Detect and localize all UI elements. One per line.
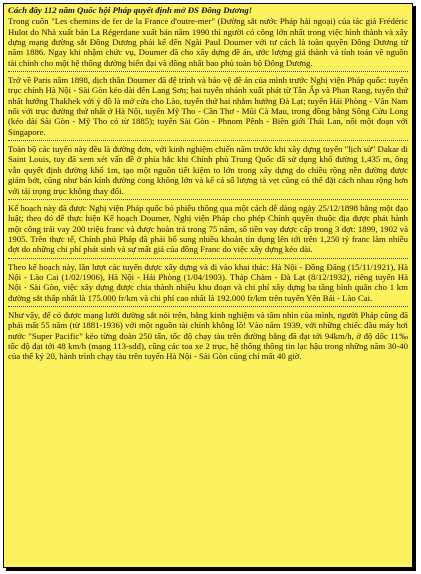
paragraph-6: Như vậy, để có được mạng lưới đường sắt nói trên, bằng kinh nghiệm và tầm nhìn của mình, người Pháp cũng đã phải mất 55 năm (từ 1881-1936) với một nguồn tài chính không lồ! Vào năm 1939, với những chiếc đầu máy hơi nước "Super Pacific" kéo từng đoàn 250 tấn, tốc độ chạy tàu trên đường bằng đã đạt tới 94km/h, ở độ dốc 11‰ tốc độ đạt tới 48 km/h (mạng 113-sdd), cũng các toa xe 2 trục, hệ thống thông tin lạc hậu trong những năm 30-40 của thế kỷ 20, hành trình chạy tàu trên tuyến Hà Nội - Sài Gòn cũng chỉ mất 40 giờ. [8,309,408,362]
paragraph-1: Trong cuốn "Les chemins de fer de la France d'outre-mer" (Đường sắt nước Pháp hải ngoại) của tác giả Frédéric Hulot do Nhà xuất bản La Régerdane xuất bản năm 1990 thì người có công lớn nhất trong việc hình thành và xây dựng mạng đường sắt Đông Dương phải kể đến Ngài Paul Doumer với tư cách là toàn quyền Đông Dương từ năm 1886. Ngay khi nhậm chức vụ, Doumer đã cho xây dựng đề án, ước lượng giá thành và tính toán về nguồn tài chính cho một hệ thống đường biển đại và đồng nhất bao phủ toàn bộ Đông Dương. [8,16,408,72]
paragraph-4: Kế hoạch này đã được Nghị viện Pháp quốc bỏ phiếu thông qua một cách dễ dàng ngày 25/12/1898 bằng một đạo luật; theo đó để thực hiện Kế hoạch Doumer, Nghị viện Pháp cho phép Chính quyền thuộc địa được phát hành một công trái vay 200 triệu franc và được hoàn trả trong 75 năm, số tiền vay được cấp trong 3 đợt: 1899, 1902 và 1905. Trên thực tế, Chính phủ Pháp đã phải bổ sung nhiều khoản tín dụng lên tới trên 1,250 tỷ franc làm nhiều đợt do những chi phí phát sinh và sự mất giá của đồng Franc do việc xây dựng kéo dài. [8,203,408,259]
article-title: Cách đây 112 năm Quốc hội Pháp quyết định mở ĐS Đông Dương! [8,5,253,15]
paragraph-3: Toàn bộ các tuyến này đều là đường đơn, với kinh nghiệm chiến năm trước khi xây dựng tuyến "lịch sử" Dakar đi Saint Louis, tuy đã xem xét vấn đề ở phía bắc khi Chính phủ Trung Quốc đã sử dụng khổ đường 1,435 m, ông vẫn quyết định đường khổ 1m, tạo một nguồn tiết kiệm to lớn trong xây dựng do chiều rộng nền đường được giảm bớt, cũng như bán kính đường cong không lớn và kể cả số lượng tà vẹt cũng có thể đặt cách nhau rộng hơn với tải trọng trục không thay đổi. [8,144,408,200]
paragraph-5: Theo kế hoạch này, lần lượt các tuyến được xây dựng và đi vào khai thác: Hà Nội - Đồng Đăng (15/11/1921), Hà Nội - Lào Cai (1/02/1906), Hà Nội - Hải Phòng (1/04/1903). Tháp Chàm - Đà Lạt (8/12/1932), riêng tuyến Hà Nội - Sài Gòn, việc xây dựng được chia thành nhiều khu đoạn và chi phí xây dựng ba tầng bình quân cho 1 km đường sắt thấp nhất là 175.000 fr/km và chi phí cao nhất là 192.000 fr/km trên tuyến Yên Bái - Lào Cai. [8,262,408,307]
paragraph-2: Trở về Paris năm 1898, dịch thân Doumer đã đệ trình và bảo vệ đề án của mình trước Nghị viện Pháp quốc: tuyến trục chính Hà Nội - Sài Gòn kéo dài đến Lang Sơn; hai tuyến nhánh xuất phát từ Tân Ấp và Phan Rang, tuyến thứ nhất hướng Thakhek với ý đồ là mở cửa cho Lào, tuyến thứ hai nhằm hướng Đà Lạt; tuyến Hải Phòng - Vân Nam nối với trục đường thứ nhất ở Hà Nội, tuyến Mỹ Tho - Cần Thơ - Mũi Cà Mau, trong đồng bằng Sông Cửu Long (kéo dài Sài Gòn - Mỹ Tho có từ 1885); tuyến Sài Gòn - Phnom Pênh - Biên giới Thái Lan, nối một đoạn với Singapore. [8,75,408,141]
article-box [3,3,413,568]
